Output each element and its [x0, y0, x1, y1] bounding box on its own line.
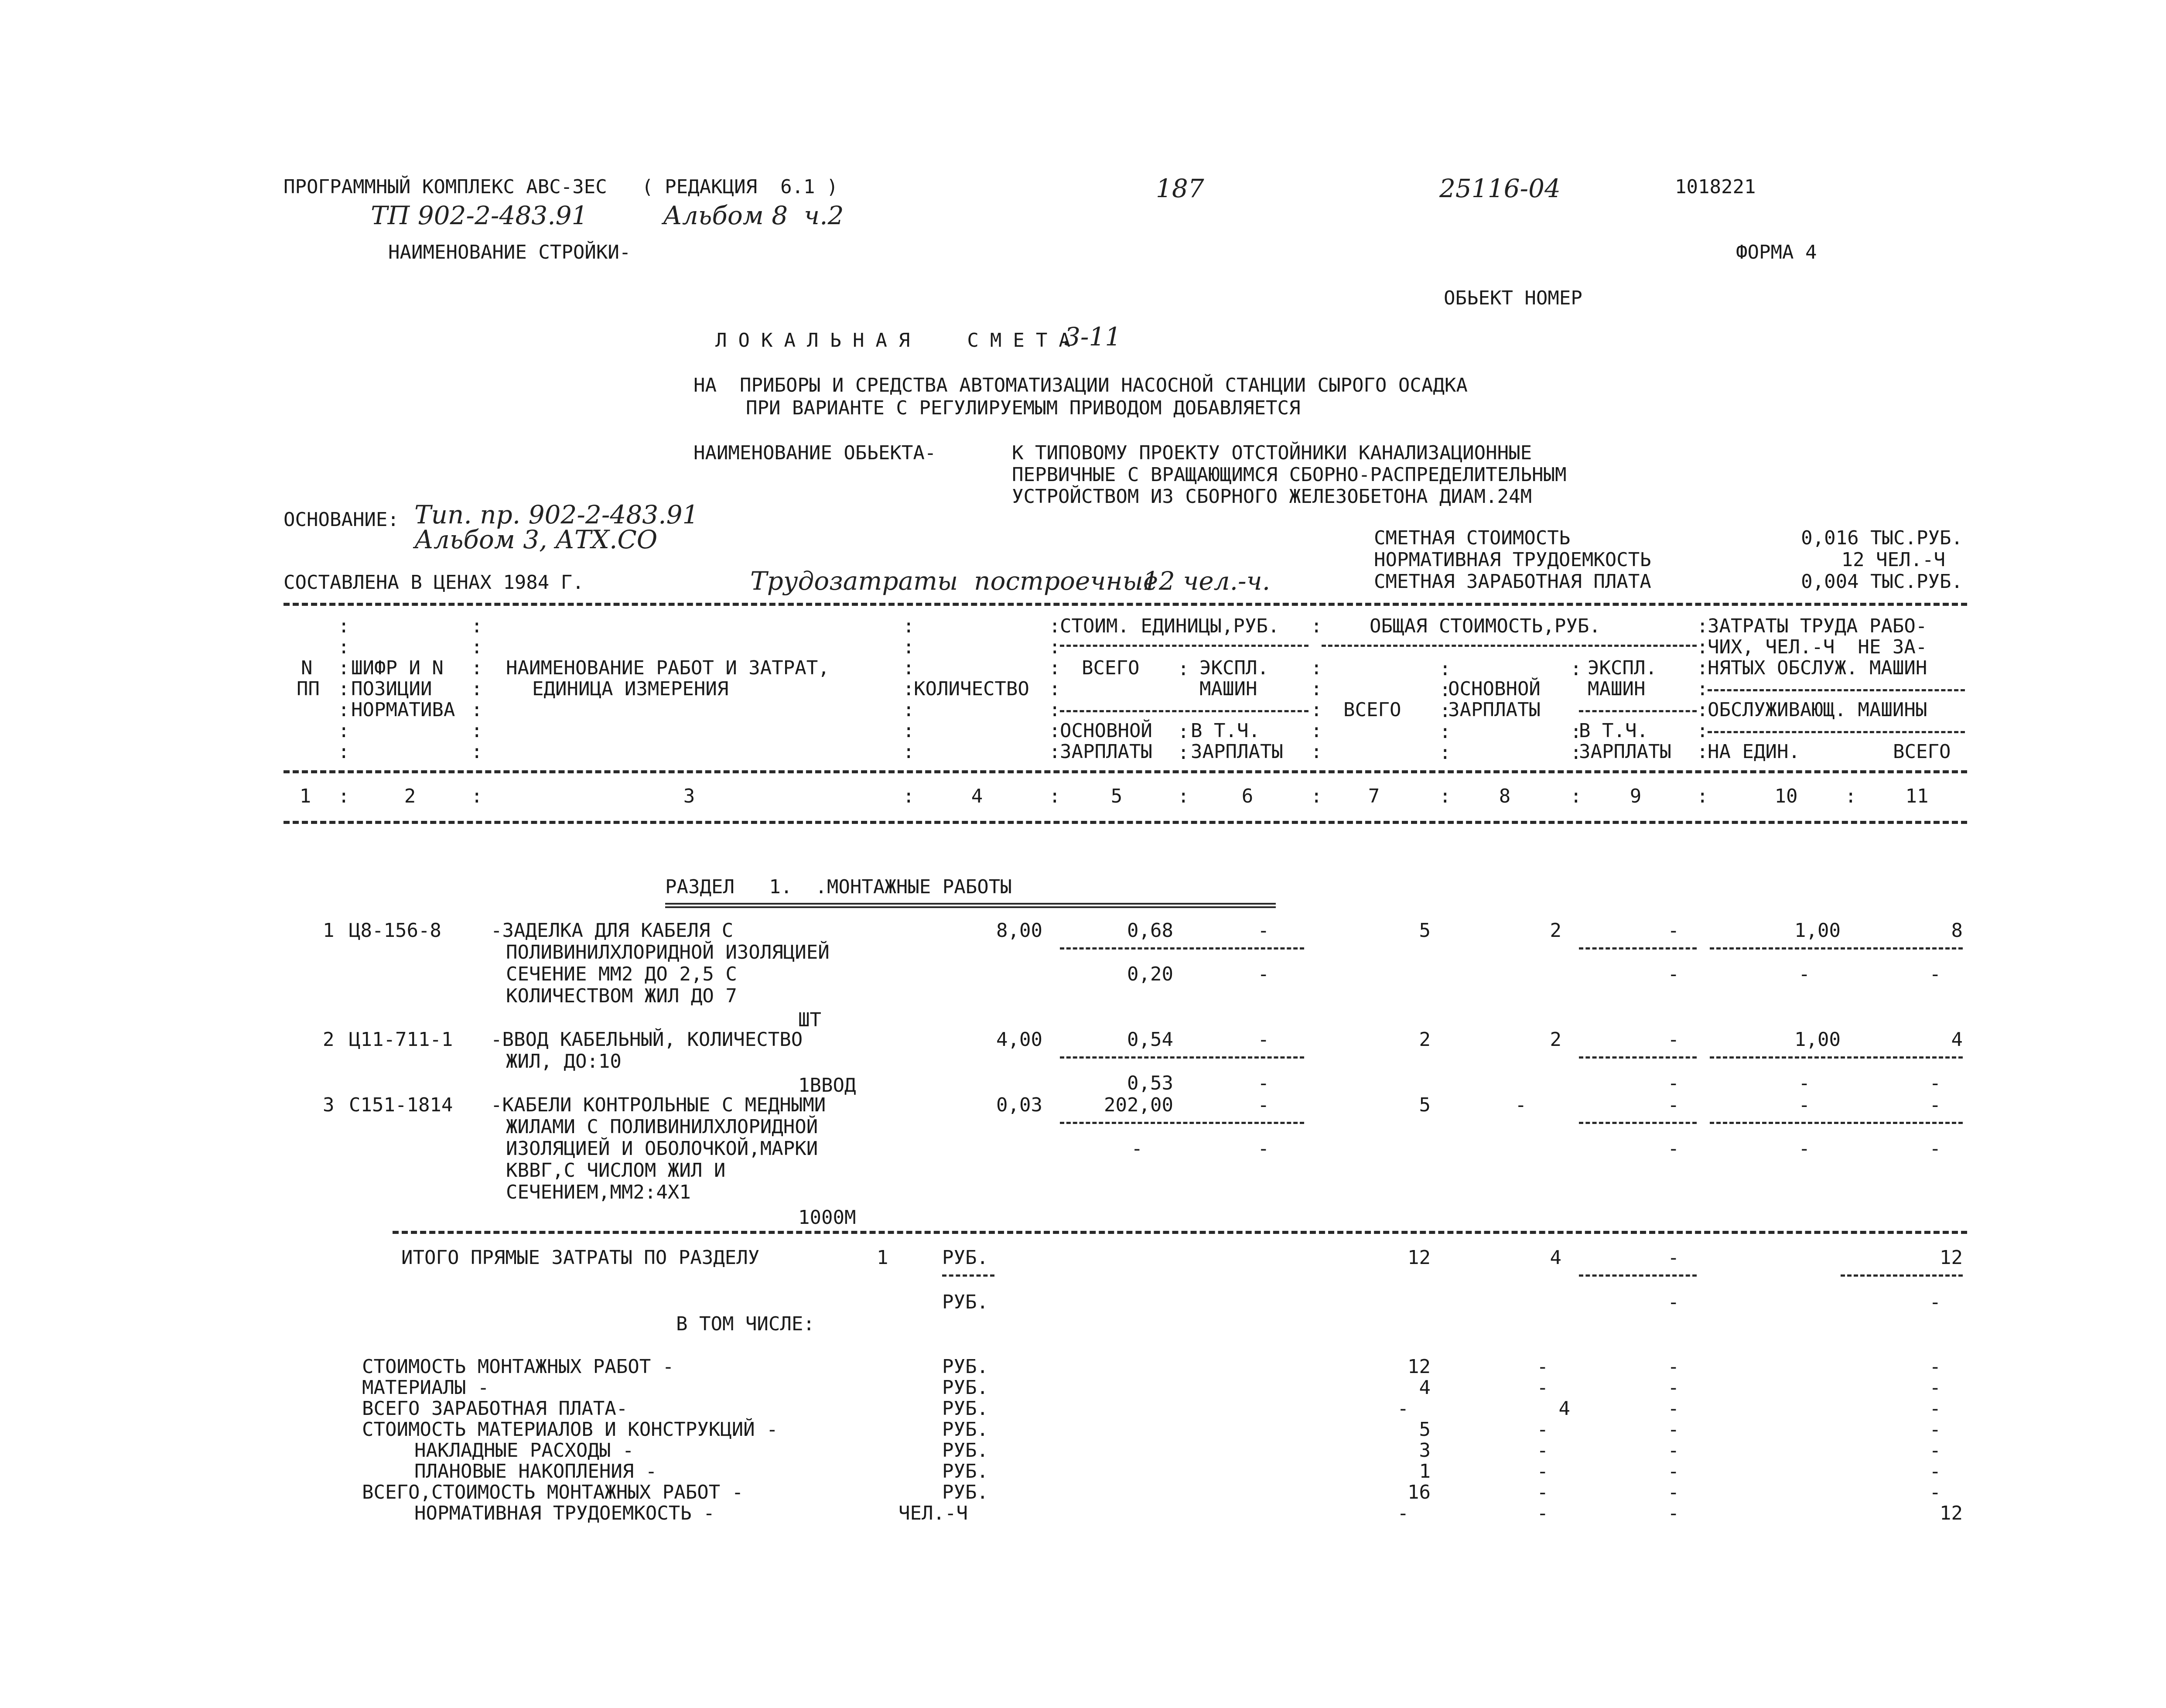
breakdown-label: ВСЕГО ЗАРАБОТНАЯ ПЛАТА- [362, 1397, 628, 1420]
row-tot-wage: 2 [1550, 919, 1561, 942]
row-tot-mach: - [1667, 1028, 1679, 1051]
header-unit-mach-1: ЭКСПЛ. [1199, 657, 1269, 679]
row-labor-total-2: - [1929, 1138, 1941, 1160]
row-unit-mach: - [1257, 919, 1269, 942]
row-name-4: КОЛИЧЕСТВОМ ЖИЛ ДО 7 [506, 985, 737, 1007]
row-number: 1 [323, 919, 335, 942]
breakdown-label: ПЛАНОВЫЕ НАКОПЛЕНИЯ - [414, 1460, 657, 1483]
breakdown-unit: РУБ. [942, 1460, 988, 1483]
totals-tot-mach: - [1667, 1247, 1679, 1269]
header-labor-unit: НА ЕДИН. [1708, 741, 1800, 763]
row-name-1: -ВВОД КАБЕЛЬНЫЙ, КОЛИЧЕСТВО [491, 1028, 803, 1051]
row-tot-mach: - [1667, 1094, 1679, 1116]
summary-label-cost: СМЕТНАЯ СТОИМОСТЬ [1374, 527, 1571, 549]
header-unit-rule [1060, 645, 1308, 647]
header-rule-bottom [284, 821, 1967, 824]
row-labor-total-2: - [1929, 963, 1941, 985]
row-number: 3 [323, 1094, 335, 1116]
row-tot-mach: - [1667, 919, 1679, 942]
row-unit-wage: 0,20 [1127, 963, 1173, 985]
row-qty: 8,00 [996, 919, 1042, 942]
header-labor-sub: ОБСЛУЖИВАЮЩ. МАШИНЫ [1708, 699, 1927, 721]
header-total-rule [1322, 645, 1697, 647]
header-name-1: НАИМЕНОВАНИЕ РАБОТ И ЗАТРАТ, [506, 657, 830, 679]
totals-tot-incl-2: - [1667, 1291, 1679, 1313]
labor-handwritten: Трудозатраты построечные [750, 566, 1158, 596]
header-unit-rule-2 [1060, 710, 1308, 712]
section-underline [665, 903, 1276, 908]
estimate-title: ЛОКАЛЬНАЯ СМЕТА [715, 329, 1082, 352]
row-number: 2 [323, 1028, 335, 1051]
object-number-label: ОБЬЕКТ НОМЕР [1444, 287, 1582, 309]
header-tot-all: ВСЕГО [1343, 699, 1401, 721]
row-tot-all: 2 [1419, 1028, 1431, 1051]
header-unit-total: ВСЕГО [1082, 657, 1140, 679]
header-code-2: ПОЗИЦИИ [351, 678, 432, 700]
header-no: N [301, 657, 313, 679]
row-unit-wage: - [1131, 1138, 1143, 1160]
header-unit-incl-2: ЗАРПЛАТЫ [1191, 741, 1283, 763]
row-qty: 0,03 [996, 1094, 1042, 1116]
header-tot-incl-1: В Т.Ч. [1579, 720, 1648, 742]
row-qty: 4,00 [996, 1028, 1042, 1051]
document-code: 25116-04 [1439, 174, 1561, 203]
row-unit-incl: - [1257, 963, 1269, 985]
row-code: Ц8-156-8 [349, 919, 441, 942]
summary-value-labor: 12 ЧЕЛ.-Ч [1841, 549, 1945, 571]
breakdown-unit: РУБ. [942, 1377, 988, 1399]
row-unit-wage: 0,53 [1127, 1072, 1173, 1094]
row-unit-mach: - [1257, 1094, 1269, 1116]
row-labor-total: - [1929, 1094, 1941, 1116]
header-tot-rule [1579, 710, 1697, 712]
basis-label: ОСНОВАНИЕ: [284, 509, 399, 531]
row-tot-wage: 2 [1550, 1028, 1561, 1051]
row-tot-all: 5 [1419, 919, 1431, 942]
header-labor-3: НЯТЫХ ОБСЛУЖ. МАШИН [1708, 657, 1927, 679]
totals-unit: РУБ. [942, 1247, 988, 1269]
row-name-2: ЖИЛАМИ С ПОЛИВИНИЛХЛОРИДНОЙ [506, 1116, 818, 1138]
breakdown-unit: РУБ. [942, 1418, 988, 1441]
row-labor-unit: 1,00 [1794, 1028, 1841, 1051]
totals-tot-wage: 4 [1550, 1247, 1561, 1269]
object-line-1: К ТИПОВОМУ ПРОЕКТУ ОТСТОЙНИКИ КАНАЛИЗАЦИОННЫЕ [1012, 442, 1532, 464]
header-labor-2: ЧИХ, ЧЕЛ.-Ч НЕ ЗА- [1708, 636, 1927, 658]
totals-section-number: 1 [877, 1247, 888, 1269]
header-total-cost: ОБЩАЯ СТОИМОСТЬ,РУБ. [1370, 615, 1601, 637]
breakdown-unit: ЧЕЛ.-Ч [899, 1502, 968, 1524]
construction-label: НАИМЕНОВАНИЕ СТРОЙКИ- [388, 241, 631, 263]
row-unit: 1000М [798, 1206, 856, 1229]
row-unit-total: 0,68 [1127, 919, 1173, 942]
row-name-5: СЕЧЕНИЕМ,ММ2:4Х1 [506, 1181, 691, 1203]
row-labor-unit-2: - [1798, 1072, 1810, 1094]
breakdown-unit: РУБ. [942, 1481, 988, 1503]
breakdown-unit: РУБ. [942, 1439, 988, 1462]
row-tot-incl: - [1667, 1072, 1679, 1094]
header-tot-wage-1: ОСНОВНОЙ [1448, 678, 1541, 700]
row-unit: ШТ [798, 1009, 821, 1031]
header-unit-mach-2: МАШИН [1199, 678, 1257, 700]
row-code: Ц11-711-1 [349, 1028, 453, 1051]
row-name-2: ЖИЛ, ДО:10 [506, 1050, 622, 1073]
section-title: РАЗДЕЛ 1. .МОНТАЖНЫЕ РАБОТЫ [665, 876, 1012, 898]
header-code-1: ШИФР И N [351, 657, 444, 679]
row-tot-incl: - [1667, 1138, 1679, 1160]
breakdown-label: МАТЕРИАЛЫ - [362, 1377, 489, 1399]
album-handwritten: Альбом 8 ч.2 [663, 201, 844, 230]
summary-label-wage: СМЕТНАЯ ЗАРАБОТНАЯ ПЛАТА [1374, 570, 1651, 593]
prices-year: СОСТАВЛЕНА В ЦЕНАХ 1984 Г. [284, 571, 584, 594]
row-labor-unit-2: - [1798, 963, 1810, 985]
header-code-3: НОРМАТИВА [351, 699, 455, 721]
totals-rule [393, 1231, 1967, 1234]
row-unit: 1ВВОД [798, 1074, 856, 1097]
breakdown-label: НОРМАТИВНАЯ ТРУДОЕМКОСТЬ - [414, 1502, 715, 1524]
totals-label: ИТОГО ПРЯМЫЕ ЗАТРАТЫ ПО РАЗДЕЛУ [401, 1247, 760, 1269]
page-number: 187 [1156, 174, 1204, 203]
breakdown-label: СТОИМОСТЬ МОНТАЖНЫХ РАБОТ - [362, 1356, 674, 1378]
row-labor-total: 4 [1951, 1028, 1963, 1051]
breakdown-label: ВСЕГО,СТОИМОСТЬ МОНТАЖНЫХ РАБОТ - [362, 1481, 744, 1503]
document-number: 1018221 [1675, 176, 1756, 198]
header-tot-incl-2: ЗАРПЛАТЫ [1579, 741, 1671, 763]
header-unit-incl-1: В Т.Ч. [1191, 720, 1260, 742]
row-name-3: СЕЧЕНИЕ ММ2 ДО 2,5 С [506, 963, 737, 985]
header-name-2: ЕДИНИЦА ИЗМЕРЕНИЯ [532, 678, 729, 700]
row-unit-incl: - [1257, 1138, 1269, 1160]
row-name-1: -ЗАДЕЛКА ДЛЯ КАБЕЛЯ С [491, 919, 734, 942]
row-labor-unit: 1,00 [1794, 919, 1841, 942]
including-label: В ТОМ ЧИСЛЕ: [676, 1313, 815, 1335]
header-tot-wage-2: ЗАРПЛАТЫ [1448, 699, 1541, 721]
program-name: ПРОГРАММНЫЙ КОМПЛЕКС АВС-3ЕС ( РЕДАКЦИЯ 6.1 ) [284, 176, 838, 198]
header-unit-cost: СТОИМ. ЕДИНИЦЫ,РУБ. [1060, 615, 1280, 637]
row-unit-incl: - [1257, 1072, 1269, 1094]
form-label: ФОРМА 4 [1736, 241, 1817, 263]
subject-line-2: ПРИ ВАРИАНТЕ С РЕГУЛИРУЕМЫМ ПРИВОДОМ ДОБАВЛЯЕТСЯ [746, 397, 1301, 419]
header-qty: КОЛИЧЕСТВО [914, 678, 1029, 700]
row-code: С151-1814 [349, 1094, 453, 1116]
row-name-4: КВВГ,С ЧИСЛОМ ЖИЛ И [506, 1159, 726, 1182]
labor-handwritten-value: 12 чел.-ч. [1143, 566, 1271, 596]
breakdown-label: СТОИМОСТЬ МАТЕРИАЛОВ И КОНСТРУКЦИЙ - [362, 1418, 778, 1441]
header-labor-total: ВСЕГО [1893, 741, 1951, 763]
header-rule-mid [284, 770, 1967, 773]
breakdown-label: НАКЛАДНЫЕ РАСХОДЫ - [414, 1439, 634, 1462]
object-line-3: УСТРОЙСТВОМ ИЗ СБОРНОГО ЖЕЛЕЗОБЕТОНА ДИАМ.24М [1012, 485, 1532, 508]
row-unit-total: 202,00 [1104, 1094, 1173, 1116]
totals-labor-total-2: - [1929, 1291, 1941, 1313]
totals-unit-2: РУБ. [942, 1291, 988, 1313]
row-labor-unit: - [1798, 1094, 1810, 1116]
row-tot-all: 5 [1419, 1094, 1431, 1116]
header-labor-1: ЗАТРАТЫ ТРУДА РАБО- [1708, 615, 1927, 637]
subject-line-1: НА ПРИБОРЫ И СРЕДСТВА АВТОМАТИЗАЦИИ НАСОСНОЙ СТАНЦИИ СЫРОГО ОСАДКА [694, 374, 1468, 396]
basis-handwritten-2: Альбом 3, АТХ.СО [414, 525, 658, 554]
header-tot-mach-1: ЭКСПЛ. [1588, 657, 1657, 679]
summary-value-wage: 0,004 ТЫС.РУБ. [1801, 570, 1963, 593]
row-unit-total: 0,54 [1127, 1028, 1173, 1051]
row-unit-mach: - [1257, 1028, 1269, 1051]
object-line-2: ПЕРВИЧНЫЕ С ВРАЩАЮЩИМСЯ СБОРНО-РАСПРЕДЕЛИТЕЛЬНЫМ [1012, 464, 1567, 486]
totals-labor-total: 12 [1940, 1247, 1963, 1269]
estimate-number-handwritten: 3-11 [1064, 322, 1121, 352]
header-no-2: ПП [297, 678, 320, 700]
row-name-2: ПОЛИВИНИЛХЛОРИДНОЙ ИЗОЛЯЦИЕЙ [506, 941, 830, 963]
totals-tot-all: 12 [1408, 1247, 1431, 1269]
breakdown-unit: РУБ. [942, 1397, 988, 1420]
row-tot-wage: - [1515, 1094, 1527, 1116]
summary-value-cost: 0,016 ТЫС.РУБ. [1801, 527, 1963, 549]
row-name-1: -КАБЕЛИ КОНТРОЛЬНЫЕ С МЕДНЫМИ [491, 1094, 826, 1116]
header-unit-wage-2: ЗАРПЛАТЫ [1060, 741, 1152, 763]
header-tot-mach-2: МАШИН [1588, 678, 1646, 700]
header-labor-rule-2 [1708, 731, 1965, 733]
row-name-3: ИЗОЛЯЦИЕЙ И ОБОЛОЧКОЙ,МАРКИ [506, 1138, 818, 1160]
row-labor-total: 8 [1951, 919, 1963, 942]
breakdown-unit: РУБ. [942, 1356, 988, 1378]
row-tot-incl: - [1667, 963, 1679, 985]
header-labor-rule [1708, 689, 1965, 691]
basis-handwritten-1: Тип. пр. 902-2-483.91 [414, 500, 699, 529]
header-rule-top [284, 603, 1967, 606]
object-label: НАИМЕНОВАНИЕ ОБЬЕКТА- [694, 442, 936, 464]
row-labor-unit-2: - [1798, 1138, 1810, 1160]
row-labor-total-2: - [1929, 1072, 1941, 1094]
project-handwritten: ТП 902-2-483.91 [371, 201, 588, 230]
summary-label-labor: НОРМАТИВНАЯ ТРУДОЕМКОСТЬ [1374, 549, 1651, 571]
header-unit-wage-1: ОСНОВНОЙ [1060, 720, 1152, 742]
